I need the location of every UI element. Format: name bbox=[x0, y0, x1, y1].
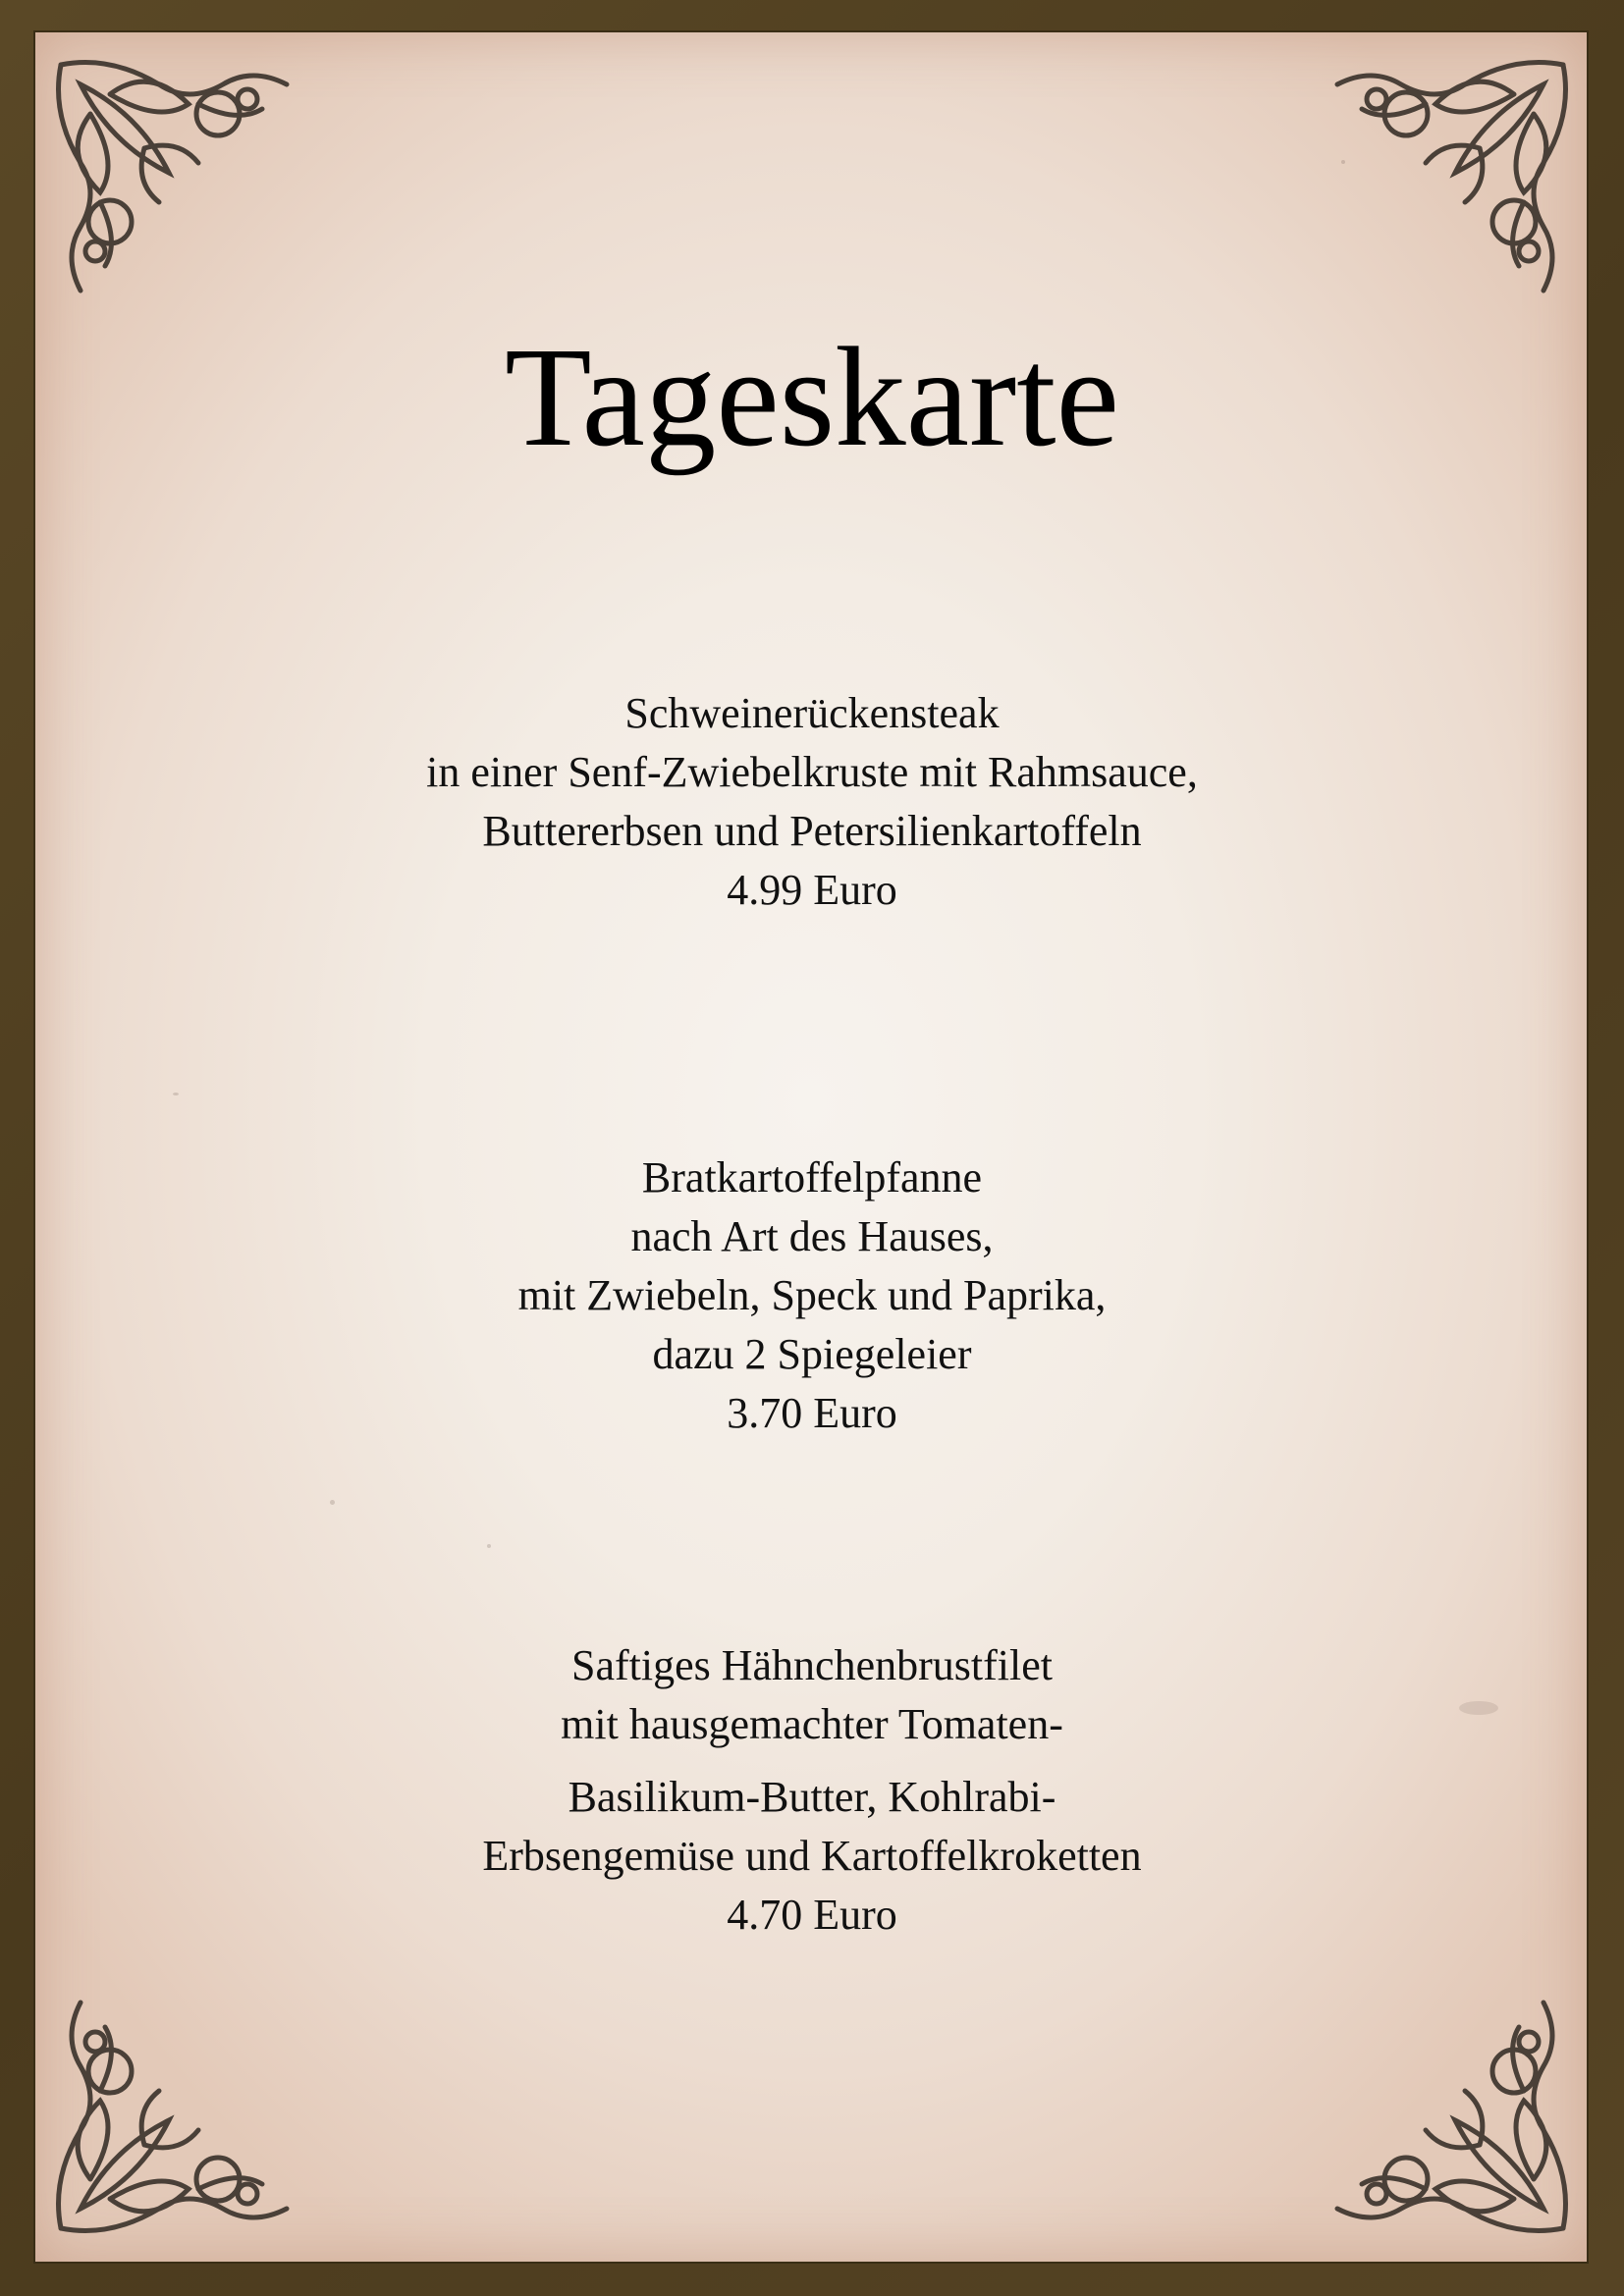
dish-description: Buttererbsen und Petersilienkartoffeln bbox=[482, 807, 1142, 855]
dish-description: Erbsengemüse und Kartoffelkroketten bbox=[482, 1832, 1142, 1880]
line-gap bbox=[0, 1754, 1624, 1768]
corner-ornament-icon bbox=[1327, 55, 1573, 300]
dish-description: in einer Senf-Zwiebelkruste mit Rahmsauce, bbox=[426, 748, 1198, 796]
corner-ornament-icon bbox=[51, 1993, 297, 2238]
menu-item bbox=[0, 1148, 1624, 1443]
corner-ornament-top-left bbox=[51, 55, 297, 300]
corner-ornament-bottom-left bbox=[51, 1993, 297, 2238]
dish-price: 4.99 Euro bbox=[727, 866, 897, 914]
dish-description: dazu 2 Spiegeleier bbox=[652, 1330, 972, 1378]
corner-ornament-bottom-right bbox=[1327, 1993, 1573, 2238]
menu-item bbox=[0, 684, 1624, 920]
dish-description: mit Zwiebeln, Speck und Paprika, bbox=[517, 1271, 1107, 1319]
dish-name: Bratkartoffelpfanne bbox=[641, 1153, 983, 1201]
dish-description: mit hausgemachter Tomaten- bbox=[561, 1700, 1063, 1748]
menu-item bbox=[0, 1636, 1624, 1945]
dish-name: Schweinerückensteak bbox=[624, 689, 1000, 737]
dish-name: Saftiges Hähnchenbrustfilet bbox=[571, 1641, 1053, 1689]
dish-price: 3.70 Euro bbox=[727, 1389, 897, 1437]
corner-ornament-icon bbox=[1327, 1993, 1573, 2238]
dish-price: 4.70 Euro bbox=[727, 1891, 897, 1939]
corner-ornament-icon bbox=[51, 55, 297, 300]
dish-description: nach Art des Hauses, bbox=[630, 1212, 994, 1260]
dish-description: Basilikum-Butter, Kohlrabi- bbox=[568, 1773, 1056, 1821]
corner-ornament-top-right bbox=[1327, 55, 1573, 300]
menu-title: Tageskarte bbox=[505, 319, 1119, 476]
